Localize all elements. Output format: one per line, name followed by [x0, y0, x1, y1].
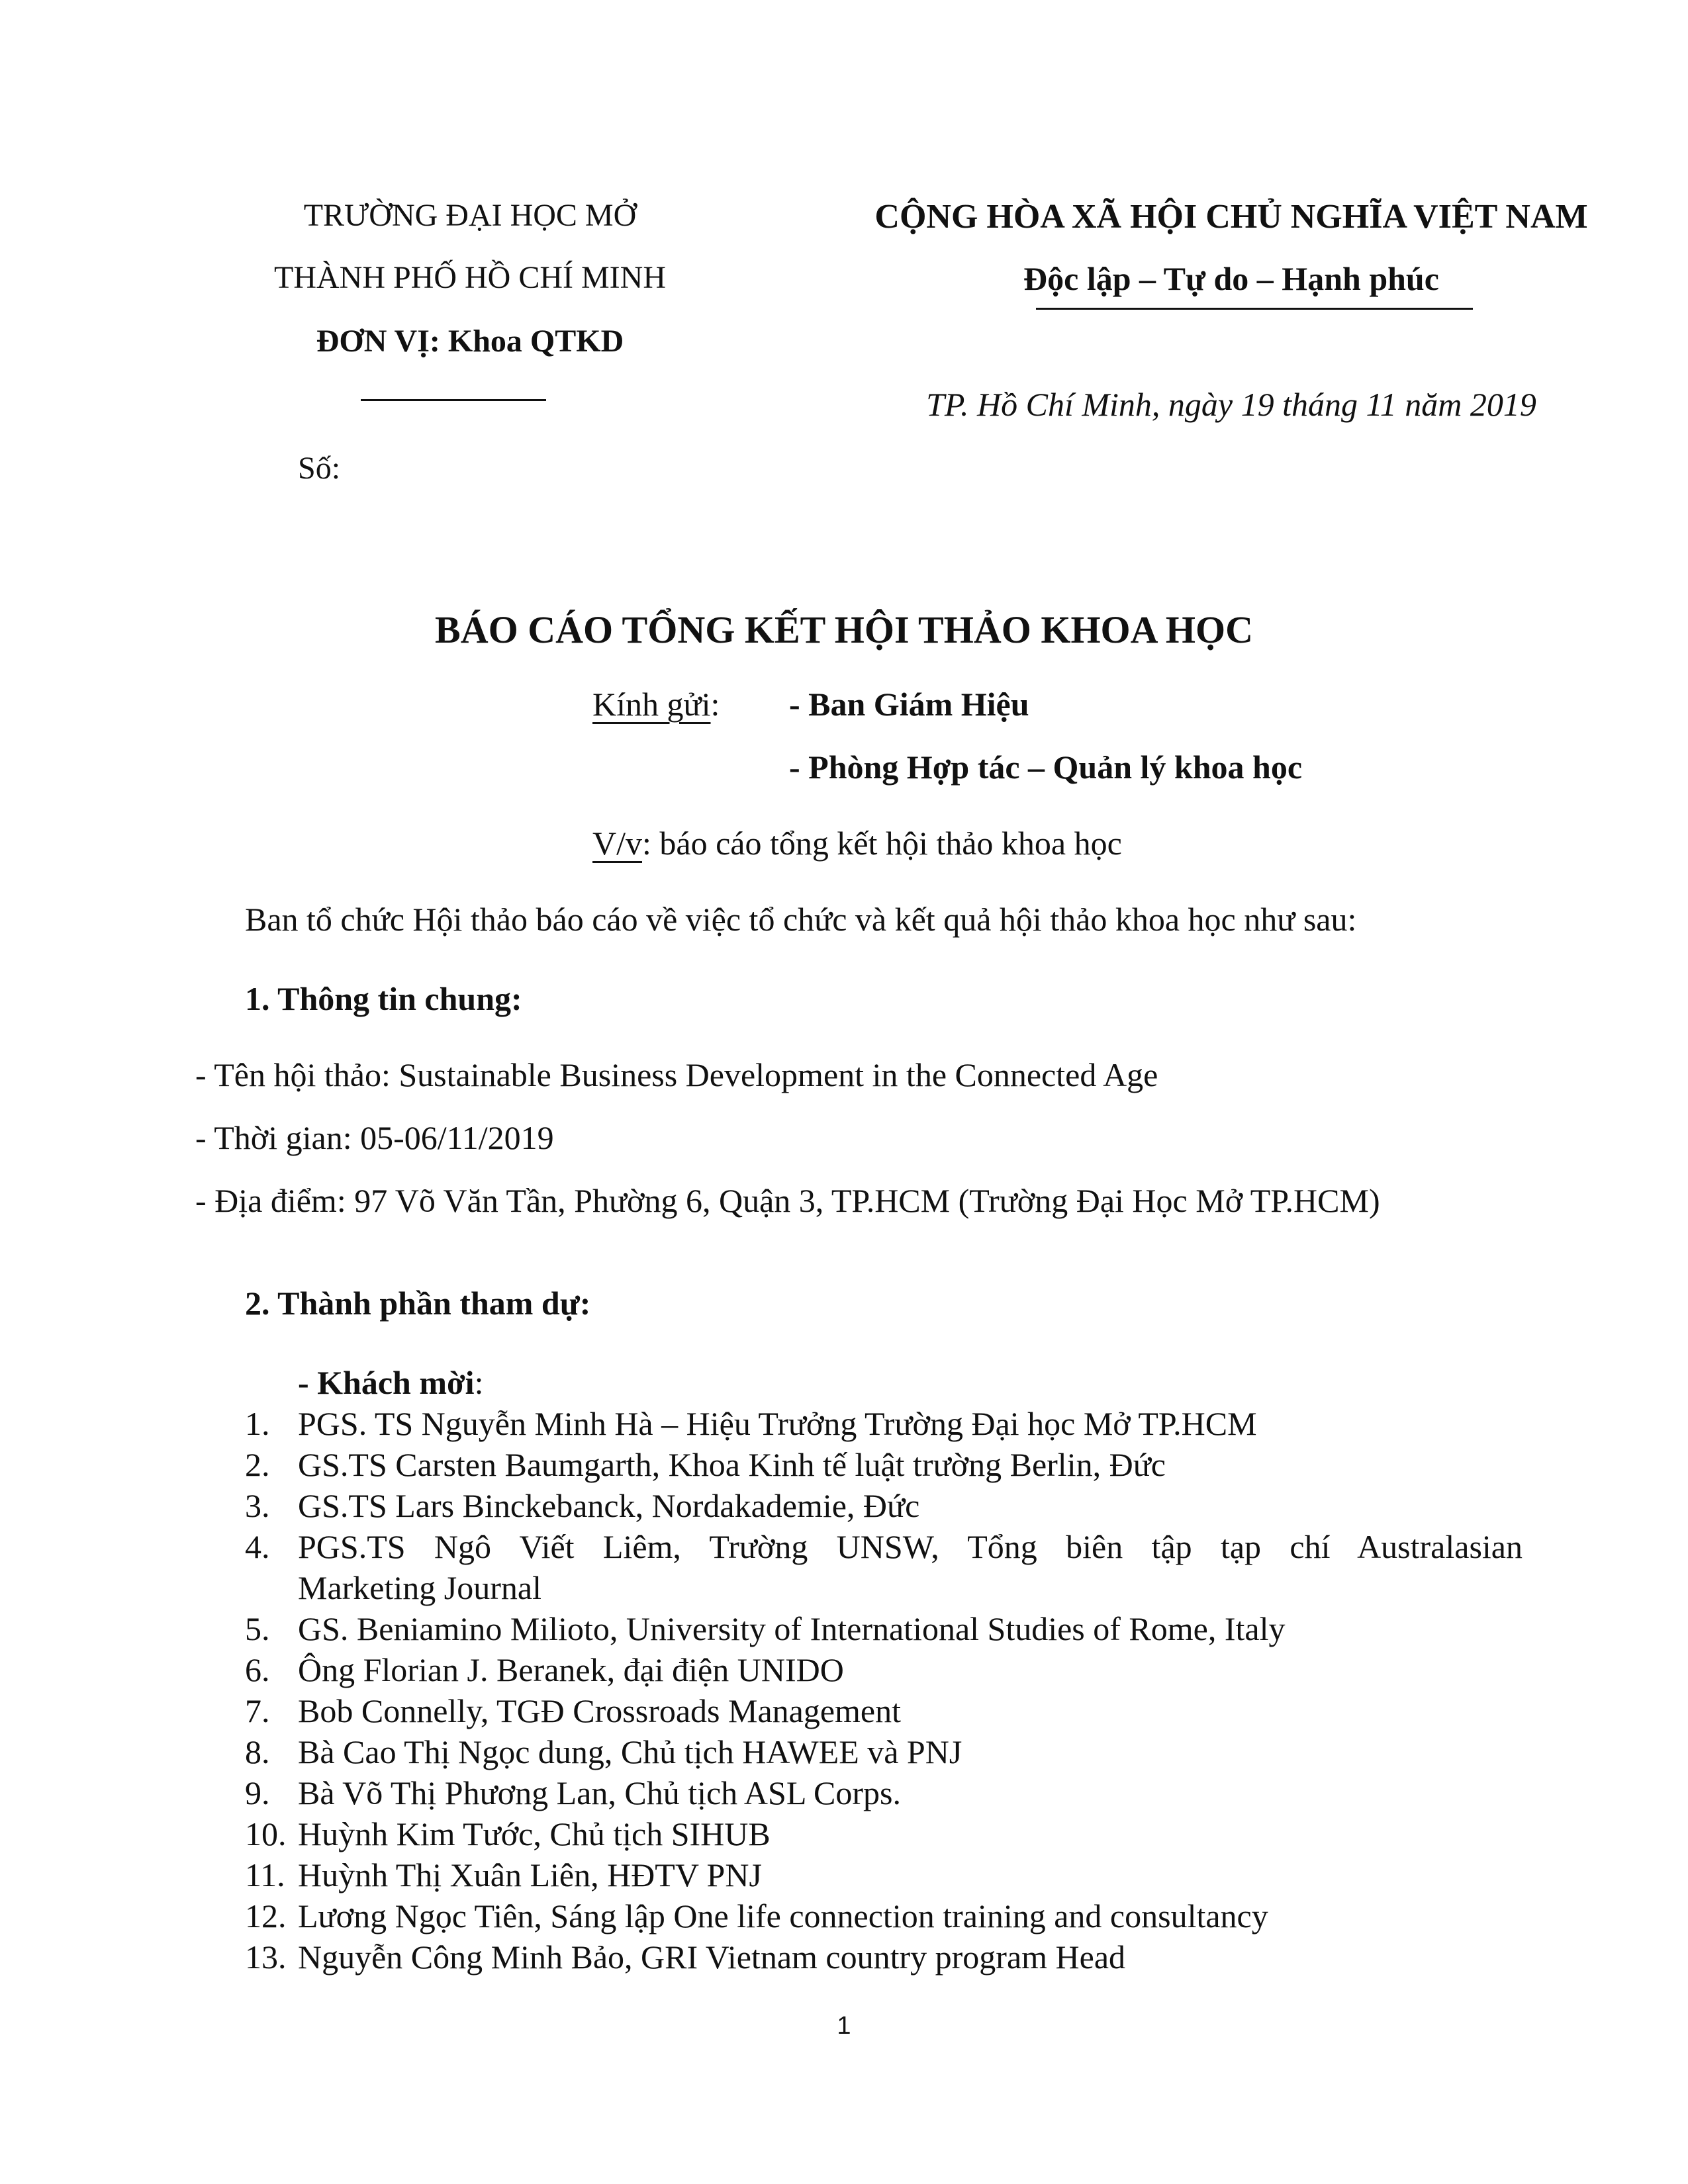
list-item-number: 6. [245, 1651, 270, 1688]
date-line: TP. Hồ Chí Minh, ngày 19 tháng 11 năm 2019 [926, 386, 1536, 423]
list-item [245, 1895, 1523, 1936]
conference-name: - Tên hội thảo: Sustainable Business Development in the Connected Age [195, 1056, 1158, 1093]
list-item [245, 1731, 1523, 1772]
list-item-text: GS. Beniamino Milioto, University of International Studies of Rome, Italy [298, 1610, 1286, 1647]
list-item-number: 10. [245, 1815, 287, 1852]
list-item-text: PGS.TS Ngô Viết Liêm, Trường UNSW, Tổng biên tập tạp chí Australasian [298, 1528, 1523, 1565]
list-item [245, 1608, 1523, 1649]
list-item [245, 1772, 1523, 1813]
list-item-number: 12. [245, 1897, 287, 1934]
list-item [245, 1649, 1523, 1690]
list-item [245, 1936, 1523, 1978]
list-item [245, 1403, 1523, 1444]
school-name-line2: THÀNH PHỐ HỒ CHÍ MINH [274, 260, 666, 295]
list-item-number: 8. [245, 1733, 270, 1770]
intro-paragraph: Ban tổ chức Hội thảo báo cáo về việc tổ chức và kết quả hội thảo khoa học như sau: [245, 901, 1357, 938]
list-item-text: Nguyễn Công Minh Bảo, GRI Vietnam country program Head [298, 1938, 1126, 1976]
list-item-text: PGS. TS Nguyễn Minh Hà – Hiệu Trưởng Trường Đại học Mở TP.HCM [298, 1405, 1257, 1442]
section2-heading: 2. Thành phần tham dự: [245, 1285, 591, 1322]
list-item-text: Bà Cao Thị Ngọc dung, Chủ tịch HAWEE và PNJ [298, 1733, 962, 1770]
subject-line [592, 824, 1122, 862]
subject-label: V/v [592, 825, 642, 862]
list-item-text: Ông Florian J. Beranek, đại điện UNIDO [298, 1651, 844, 1688]
list-item-number: 3. [245, 1487, 270, 1524]
list-item-number: 7. [245, 1692, 270, 1729]
document-number-label: Số: [298, 451, 341, 486]
list-item-number: 9. [245, 1774, 270, 1811]
list-item-text: Huỳnh Thị Xuân Liên, HĐTV PNJ [298, 1856, 762, 1893]
list-item-text: Lương Ngọc Tiên, Sáng lập One life connection training and consultancy [298, 1897, 1268, 1934]
section1-heading: 1. Thông tin chung: [245, 980, 522, 1017]
list-item-text: Bob Connelly, TGĐ Crossroads Management [298, 1692, 902, 1729]
recipient-label-colon: : [710, 686, 720, 723]
unit-label: ĐƠN VỊ: Khoa QTKD [316, 324, 624, 359]
list-item-text: Huỳnh Kim Tước, Chủ tịch SIHUB [298, 1815, 771, 1852]
national-motto: Độc lập – Tự do – Hạnh phúc [1023, 260, 1439, 297]
conference-venue: - Địa điểm: 97 Võ Văn Tần, Phường 6, Quận 3, TP.HCM (Trường Đại Học Mở TP.HCM) [195, 1182, 1380, 1219]
list-item-text: GS.TS Carsten Baumgarth, Khoa Kinh tế luật trường Berlin, Đức [298, 1446, 1166, 1483]
school-name-line1: TRƯỜNG ĐẠI HỌC MỞ [303, 198, 637, 233]
recipient-cooperation-office: - Phòng Hợp tác – Quản lý khoa học [789, 749, 1303, 786]
list-item-text-continuation: Marketing Journal [298, 1569, 541, 1606]
subject-text: : báo cáo tổng kết hội thảo khoa học [642, 825, 1122, 862]
list-item-text: Bà Võ Thị Phương Lan, Chủ tịch ASL Corps. [298, 1774, 901, 1811]
page-number: 1 [837, 2012, 851, 2040]
left-header-rule [361, 399, 546, 401]
list-item-number: 1. [245, 1405, 270, 1442]
list-item-number: 5. [245, 1610, 270, 1647]
list-item-number: 2. [245, 1446, 270, 1483]
list-item-text: GS.TS Lars Binckebanck, Nordakademie, Đức [298, 1487, 920, 1524]
list-item-number: 11. [245, 1856, 285, 1893]
list-item [245, 1690, 1523, 1731]
recipient-label-text: Kính gửi [592, 686, 711, 723]
list-item [245, 1813, 1523, 1854]
list-item [245, 1526, 1523, 1608]
report-title: BÁO CÁO TỔNG KẾT HỘI THẢO KHOA HỌC [435, 608, 1253, 651]
guests-label-colon: : [474, 1364, 484, 1401]
conference-time: - Thời gian: 05-06/11/2019 [195, 1119, 554, 1156]
guest-list [245, 1403, 1523, 1978]
national-title: CỘNG HÒA XÃ HỘI CHỦ NGHĨA VIỆT NAM [874, 198, 1588, 236]
list-item [245, 1485, 1523, 1526]
list-item-number: 4. [245, 1528, 270, 1565]
list-item-number: 13. [245, 1938, 287, 1976]
recipient-label [592, 685, 720, 723]
motto-underline-rule [1036, 308, 1473, 310]
guests-label-text: - Khách mời [298, 1364, 475, 1401]
recipient-board: - Ban Giám Hiệu [789, 686, 1029, 723]
list-item [245, 1854, 1523, 1895]
guests-label [298, 1363, 483, 1402]
list-item [245, 1444, 1523, 1485]
